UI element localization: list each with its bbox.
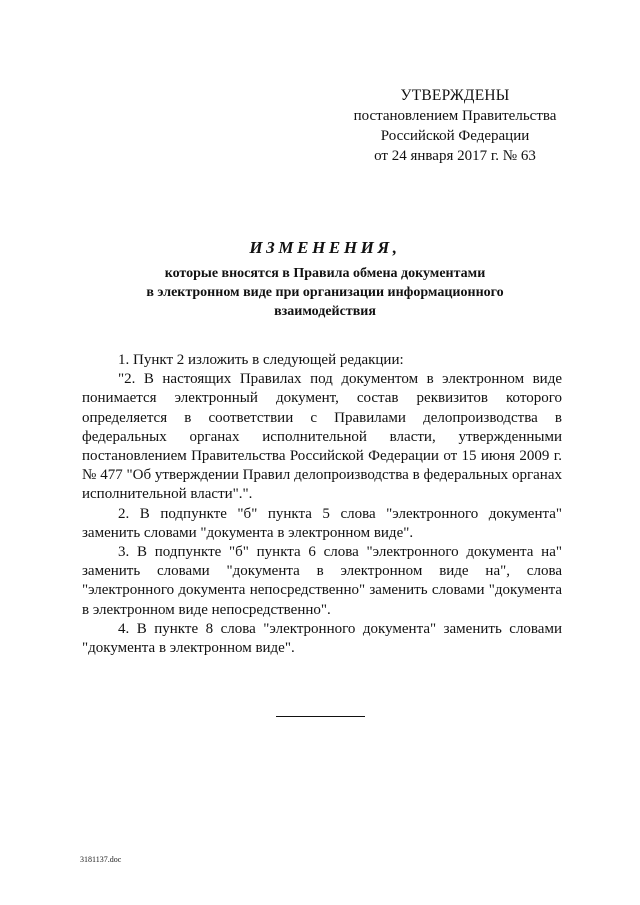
end-divider <box>276 716 365 717</box>
subtitle-line-3: взаимодействия <box>274 304 376 319</box>
document-subtitle <box>100 264 550 321</box>
item-1-line-7: № 477 "Об утверждении Правил делопроизводства в федеральных органах <box>82 467 562 484</box>
title-block <box>100 238 550 321</box>
item-2-line-1: 2. В подпункте "б" пункта 5 слова "электронного документа" <box>118 505 562 522</box>
approval-line-2: Российской Федерации <box>380 128 530 144</box>
item-1-line-8: исполнительной власти".". <box>82 486 253 503</box>
item-1-line-3: понимается электронный документ, состав реквизитов которого <box>82 390 562 407</box>
document-title: ИЗМЕНЕНИЯ, <box>249 238 401 257</box>
approval-line-3: от 24 января 2017 г. № 63 <box>374 148 536 164</box>
approval-line-1: постановлением Правительства <box>353 108 557 124</box>
approval-heading: УТВЕРЖДЕНЫ <box>400 87 510 104</box>
document-body <box>82 351 562 658</box>
item-1-line-1: 1. Пункт 2 изложить в следующей редакции: <box>118 352 404 368</box>
item-1-line-5: федеральных органах исполнительной власти, утвержденными <box>82 428 562 445</box>
item-1-line-2: "2. В настоящих Правилах под документом в электронном виде <box>118 371 562 388</box>
subtitle-line-1: которые вносятся в Правила обмена документами <box>164 266 486 281</box>
item-4-line-2: "документа в электронном виде". <box>82 640 295 657</box>
item-4-line-1: 4. В пункте 8 слова "электронного документа" заменить словами <box>118 620 562 637</box>
item-3-line-2: заменить словами "документа в электронном виде на", слова <box>82 563 562 580</box>
footer-filename: 3181137.doc <box>80 855 122 864</box>
item-3-line-3: "электронного документа непосредственно" заменить словами "документа <box>82 582 562 599</box>
approval-block <box>330 86 580 166</box>
subtitle-line-2: в электронном виде при организации информационного <box>146 285 504 300</box>
item-3-line-1: 3. В подпункте "б" пункта 6 слова "электронного документа на" <box>118 544 562 561</box>
item-2-line-2: заменить словами "документа в электронном виде". <box>82 524 414 541</box>
item-1-line-6: постановлением Правительства Российской Федерации от 15 июня 2009 г. <box>82 448 562 465</box>
item-1-line-4: определяется в соответствии с Правилами делопроизводства в <box>82 409 562 426</box>
item-3-line-4: в электронном виде непосредственно". <box>82 601 331 618</box>
